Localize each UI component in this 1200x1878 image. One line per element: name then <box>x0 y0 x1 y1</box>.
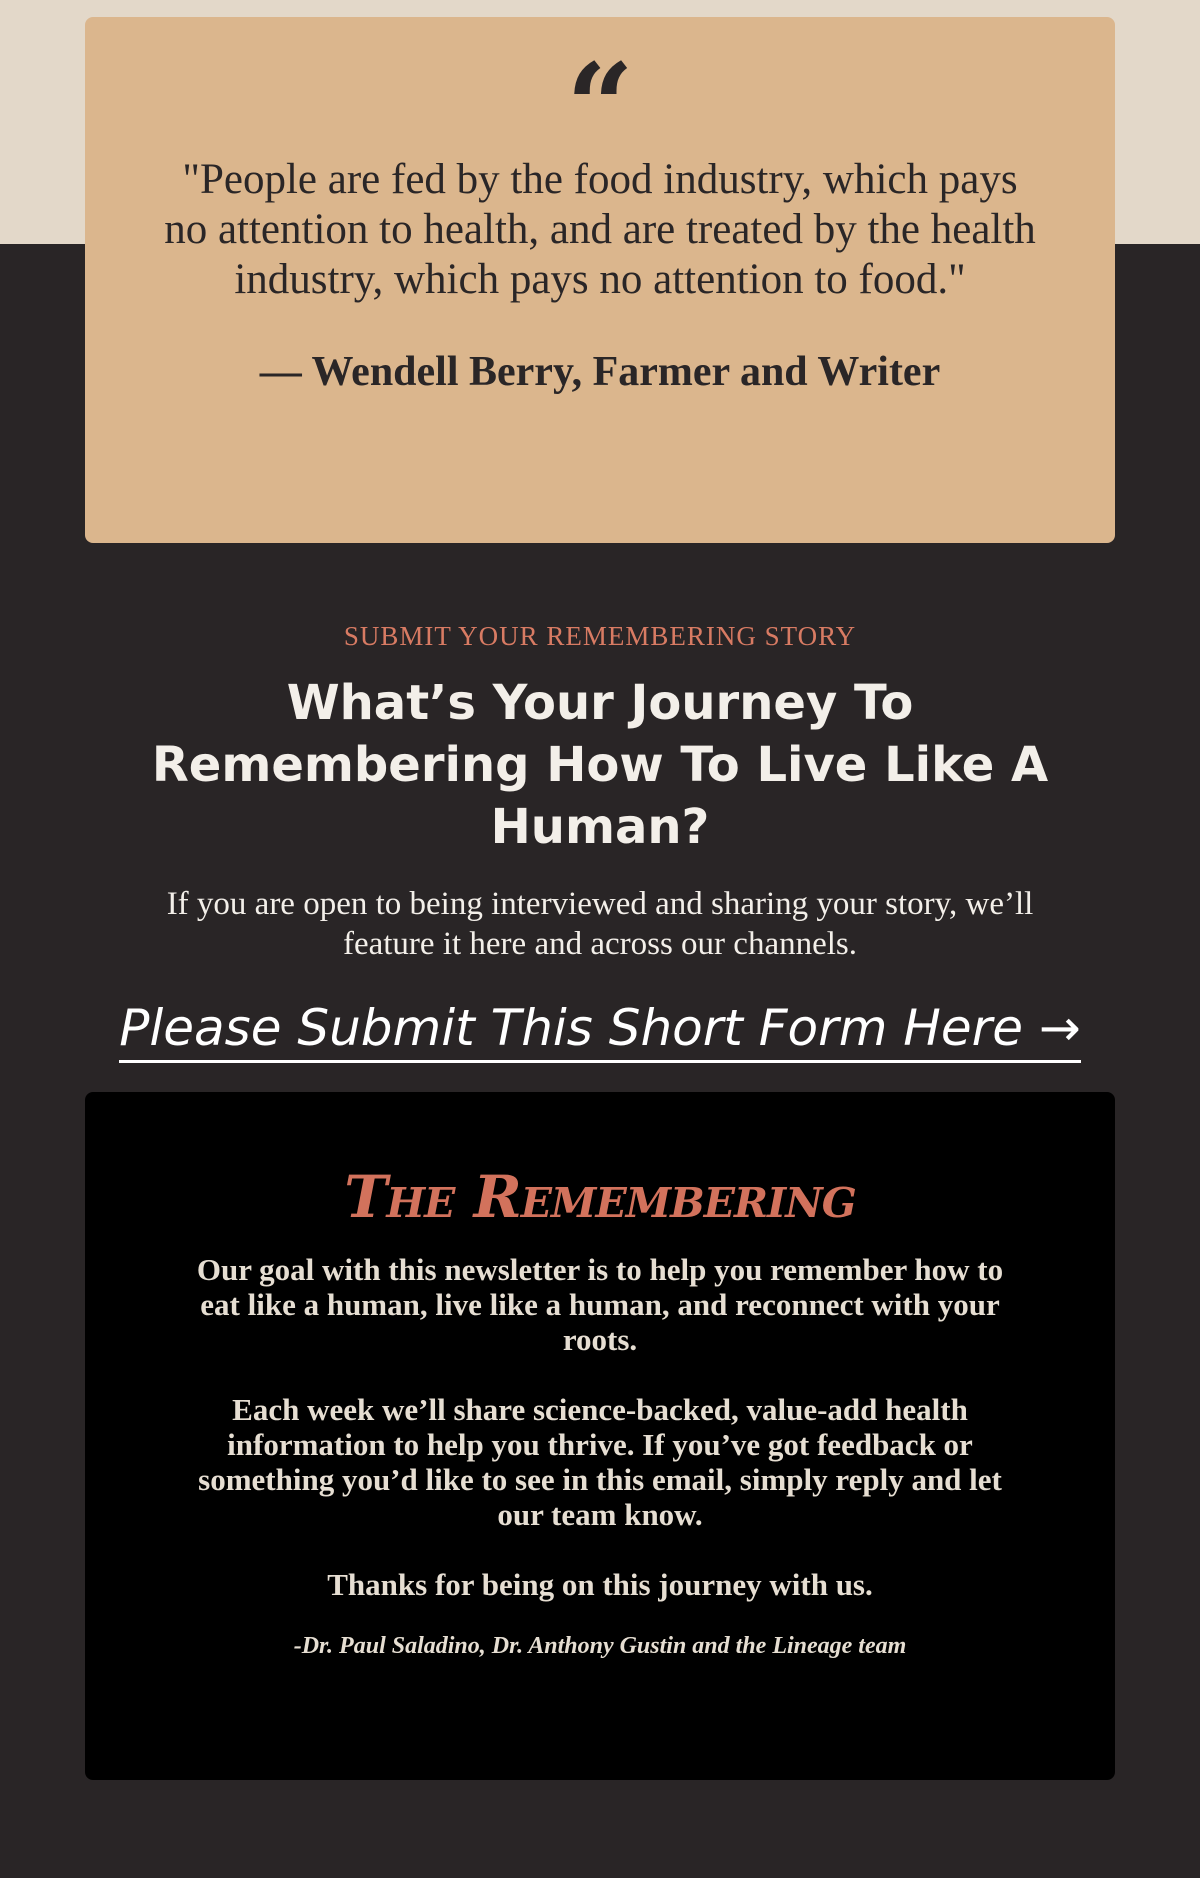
quote-mark-icon: “ <box>566 37 634 176</box>
quote-author: — Wendell Berry, Farmer and Writer <box>259 349 941 395</box>
newsletter-paragraph-2: Each week we’ll share science-backed, value-add health information to help you thrive. If you’ve got feedback or something you’d like to see in this email, simply reply and let our team know. <box>198 1392 1002 1532</box>
quote-text: "People are fed by the food industry, which pays no attention to health, and are treated by the health industry, which pays no attention to food." <box>164 156 1036 303</box>
newsletter-card <box>85 1092 1115 1780</box>
brand-logo: The Remembering <box>344 1163 856 1231</box>
submit-headline: What’s Your Journey To Remembering How To Live Like A Human? <box>151 675 1049 855</box>
submit-eyebrow: SUBMIT YOUR REMEMBERING STORY <box>343 621 857 651</box>
quote-card <box>85 17 1115 543</box>
submit-story-section <box>0 600 1200 1063</box>
newsletter-paragraph-3: Thanks for being on this journey with us. <box>327 1567 873 1602</box>
submit-form-link[interactable]: Please Submit This Short Form Here → <box>119 998 1081 1063</box>
newsletter-signature: -Dr. Paul Saladino, Dr. Anthony Gustin and the Lineage team <box>293 1633 907 1659</box>
submit-body: If you are open to being interviewed and sharing your story, we’ll feature it here and across our channels. <box>166 886 1034 962</box>
newsletter-paragraph-1: Our goal with this newsletter is to help you remember how to eat like a human, live like a human, and reconnect with your roots. <box>196 1252 1004 1357</box>
